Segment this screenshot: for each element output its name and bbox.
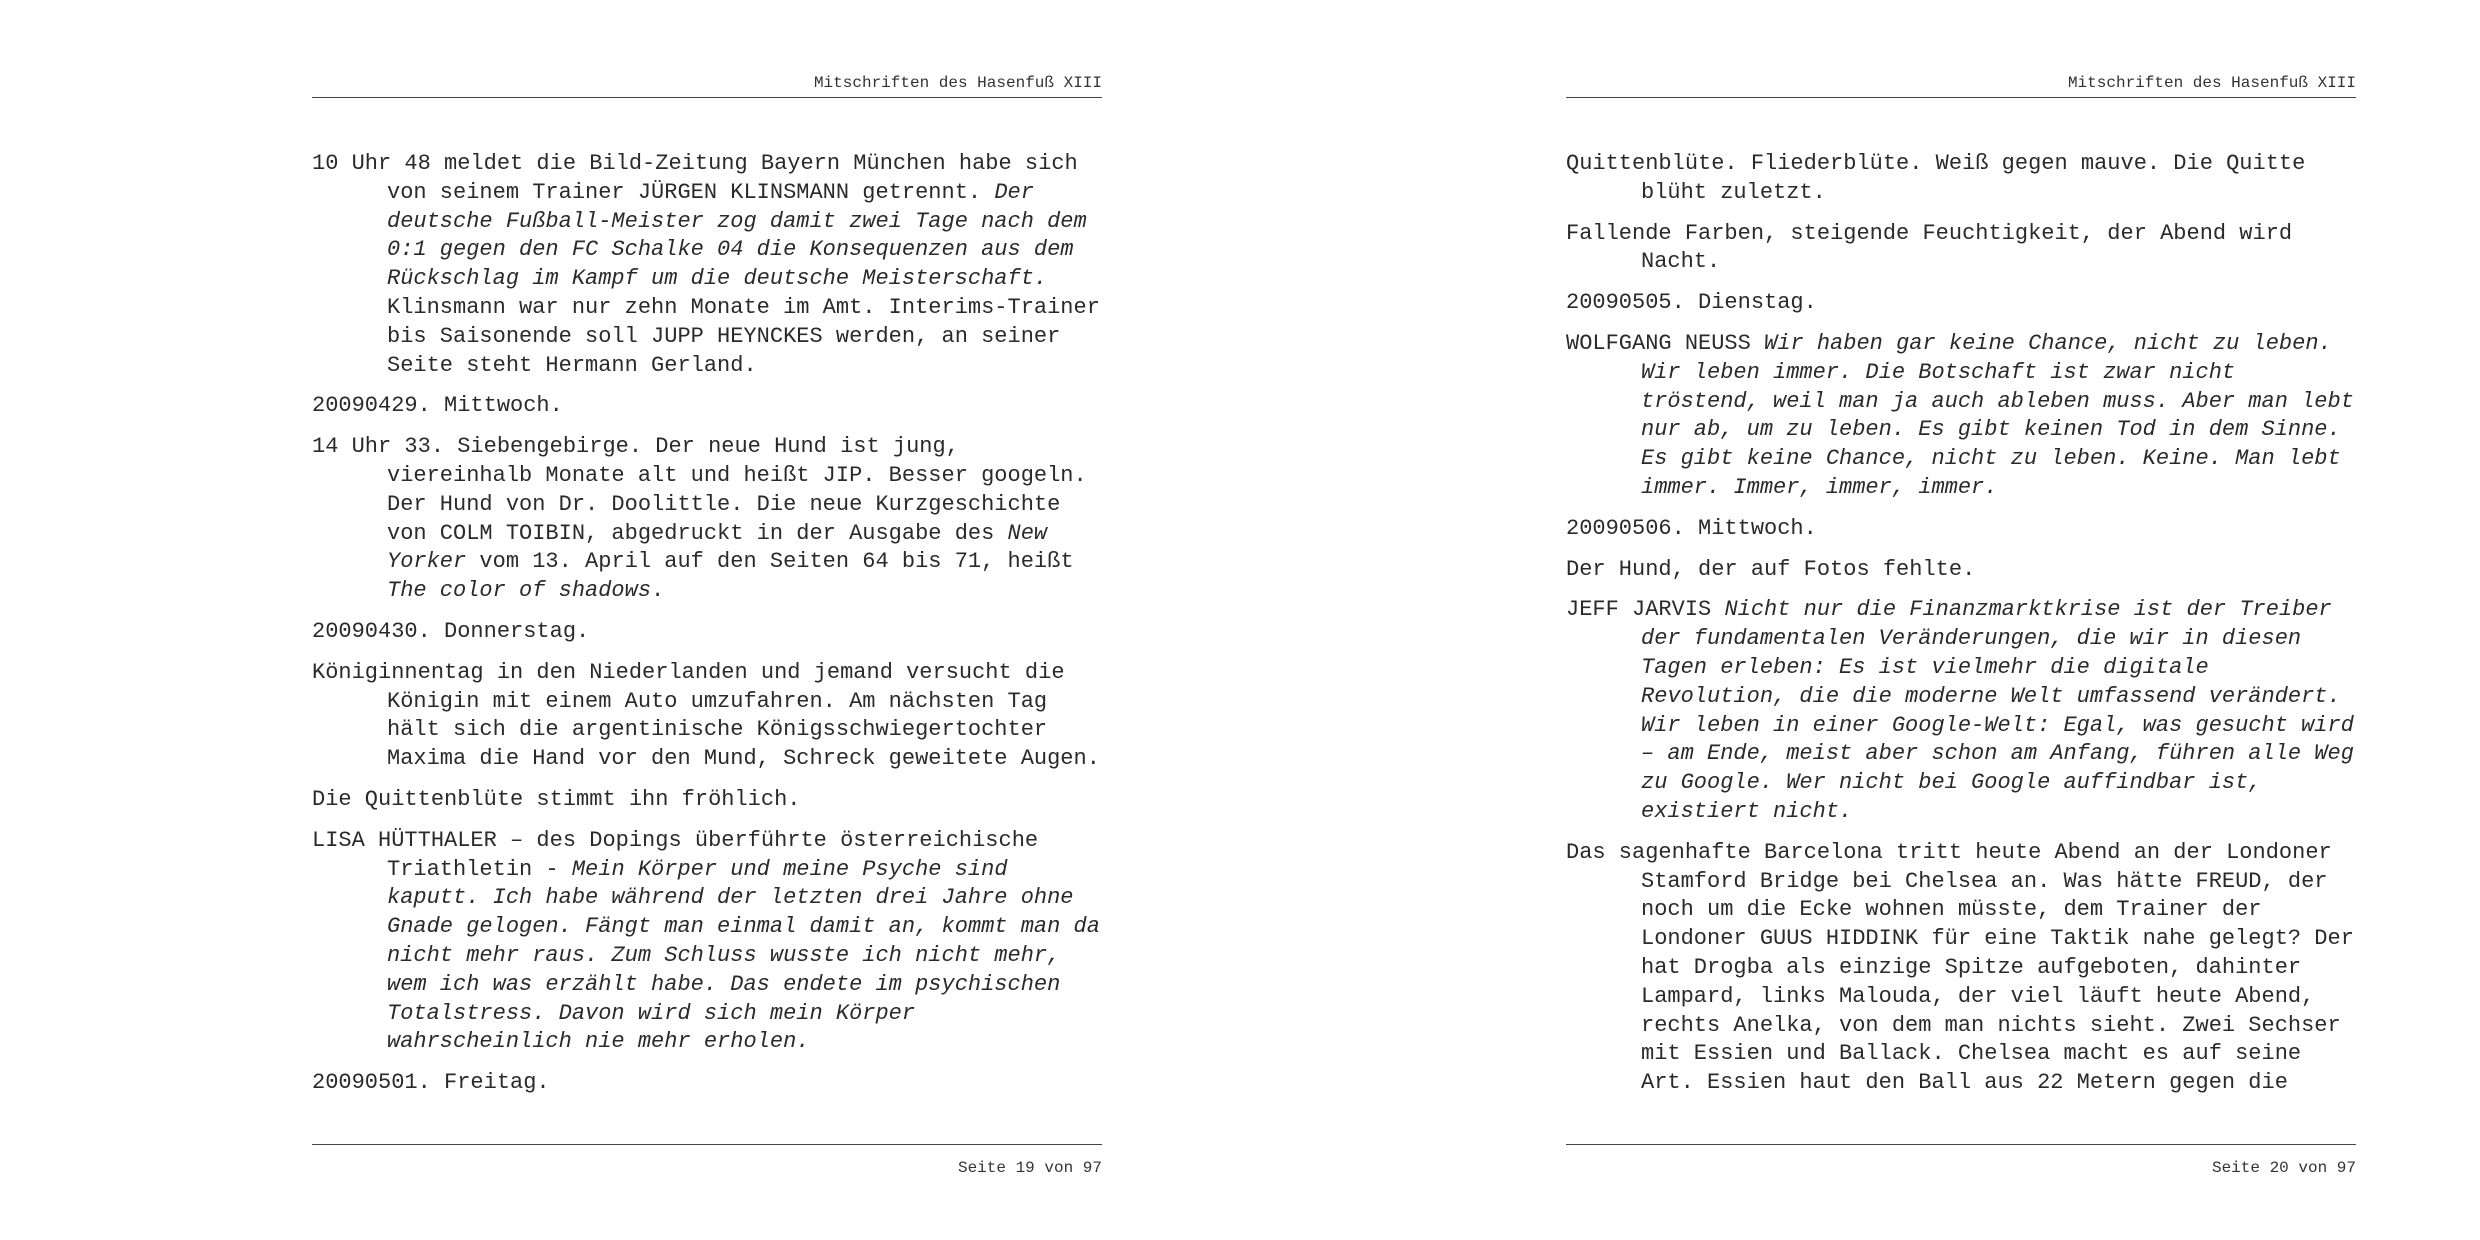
- text-paragraph: [312, 659, 1102, 774]
- text-paragraph: [1566, 515, 2356, 544]
- text-paragraph: [312, 618, 1102, 647]
- text-segment: 14 Uhr 33. Siebengebirge. Der neue Hund ist jung, viereinhalb Monate alt und heißt JIP. Besser googeln. Der Hund von Dr. Doolittle. Die neue Kurzgeschichte von COLM TOIBIN, abgedruckt in der Ausgabe des: [312, 434, 1087, 546]
- text-segment: 20090429. Mittwoch.: [312, 393, 563, 419]
- italic-quote: New Yorker: [387, 520, 1048, 575]
- page-body: [312, 150, 1102, 1110]
- footer-divider: [312, 1144, 1102, 1145]
- text-segment: Königinnentag in den Niederlanden und jemand versucht die Königin mit einem Auto umzufahren. Am nächsten Tag hält sich die argentinische Königsschwiegertochter Maxima die Hand vor den Mund, Schreck geweitete Augen.: [312, 659, 1100, 772]
- text-paragraph: [1566, 150, 2356, 208]
- text-paragraph: [1566, 330, 2356, 503]
- text-segment: 20090506. Mittwoch.: [1566, 515, 1817, 541]
- italic-quote: Der deutsche Fußball-Meister zog damit zwei Tage nach dem 0:1 gegen den FC Schalke 04 die Konsequenzen aus dem Rückschlag im Kampf um die deutsche Meisterschaft.: [387, 179, 1087, 292]
- text-paragraph: [1566, 220, 2356, 278]
- text-segment: JEFF JARVIS: [1566, 597, 1725, 623]
- page-number: Seite 19 von 97: [957, 1159, 1102, 1177]
- text-paragraph: [312, 1069, 1102, 1098]
- footer-divider: [1566, 1144, 2356, 1145]
- page-number: Seite 20 von 97: [2211, 1159, 2356, 1177]
- text-paragraph: [312, 786, 1102, 815]
- text-segment: .: [651, 578, 665, 604]
- header-divider: [1566, 97, 2356, 98]
- text-segment: Fallende Farben, steigende Feuchtigkeit, der Abend wird Nacht.: [1566, 220, 2293, 275]
- right-page: [1566, 0, 2356, 1240]
- italic-quote: The color of shadows: [387, 578, 652, 604]
- text-paragraph: [312, 150, 1102, 380]
- text-segment: LISA HÜTTHALER – des Dopings überführte österreichische Triathletin -: [312, 827, 1039, 882]
- text-segment: vom 13. April auf den Seiten 64 bis 71, heißt: [466, 549, 1074, 575]
- header-divider: [312, 97, 1102, 98]
- text-segment: 20090501. Freitag.: [312, 1070, 550, 1096]
- text-segment: Der Hund, der auf Fotos fehlte.: [1566, 556, 1976, 582]
- italic-quote: Mein Körper und meine Psyche sind kaputt. Ich habe während der letzten drei Jahre ohne Gnade gelogen. Fängt man einmal damit an, kommt man da nicht mehr raus. Zum Schluss wusste ich nicht mehr, wem ich was erzählt habe. Das endete im psychischen Totalstress. Davon wird sich mein Körper wahrscheinlich nie mehr erholen.: [387, 856, 1100, 1055]
- page-header: Mitschriften des Hasenfuß XIII: [813, 74, 1102, 92]
- left-page: [312, 0, 1102, 1240]
- text-paragraph: [312, 433, 1102, 606]
- page-body: [1566, 150, 2356, 1110]
- text-segment: Die Quittenblüte stimmt ihn fröhlich.: [312, 786, 801, 812]
- text-segment: WOLFGANG NEUSS: [1566, 330, 1765, 356]
- text-segment: 20090505. Dienstag.: [1566, 290, 1817, 316]
- text-segment: 20090430. Donnerstag.: [312, 618, 590, 644]
- text-segment: Das sagenhafte Barcelona tritt heute Abend an der Londoner Stamford Bridge bei Chelsea an. Was hätte FREUD, der noch um die Ecke wohnen müsste, dem Trainer der Londoner GUUS HIDDINK für eine Taktik nahe gelegt? Der hat Drogba als einzige Spitze aufgeboten, dahinter Lampard, links Malouda, der viel läuft heute Abend, rechts Anelka, von dem man nichts sieht. Zwei Sechser mit Essien und Ballack. Chelsea macht es auf seine Art. Essien haut den Ball aus 22 Metern gegen die: [1566, 839, 2354, 1096]
- text-paragraph: [1566, 556, 2356, 585]
- text-paragraph: [1566, 289, 2356, 318]
- italic-quote: Nicht nur die Finanzmarktkrise ist der Treiber der fundamentalen Veränderungen, die wir in diesen Tagen erleben: Es ist vielmehr die digitale Revolution, die die moderne Welt umfassend verändert. Wir leben in einer Google-Welt: Egal, was gesucht wird – am Ende, meist aber schon am Anfang, führen alle Weg zu Google. Wer nicht bei Google auffindbar ist, existiert nicht.: [1641, 597, 2354, 824]
- text-paragraph: [1566, 596, 2356, 826]
- page-header: Mitschriften des Hasenfuß XIII: [2067, 74, 2356, 92]
- text-segment: Klinsmann war nur zehn Monate im Amt. Interims-Trainer bis Saisonende soll JUPP HEYNCKES werden, an seiner Seite steht Hermann Gerland.: [387, 294, 1100, 378]
- italic-quote: Wir haben gar keine Chance, nicht zu leben. Wir leben immer. Die Botschaft ist zwar nicht tröstend, weil man ja auch ableben muss. Aber man lebt nur ab, um zu leben. Es gibt keinen Tod in dem Sinne. Es gibt keine Chance, nicht zu leben. Keine. Man lebt immer. Immer, immer, immer.: [1641, 330, 2354, 500]
- text-paragraph: [312, 827, 1102, 1057]
- text-paragraph: [1566, 839, 2356, 1098]
- text-segment: 10 Uhr 48 meldet die Bild-Zeitung Bayern München habe sich von seinem Trainer JÜRGEN KLINSMANN getrennt.: [312, 151, 1078, 205]
- text-paragraph: [312, 392, 1102, 421]
- text-segment: Quittenblüte. Fliederblüte. Weiß gegen mauve. Die Quitte blüht zuletzt.: [1566, 151, 2306, 205]
